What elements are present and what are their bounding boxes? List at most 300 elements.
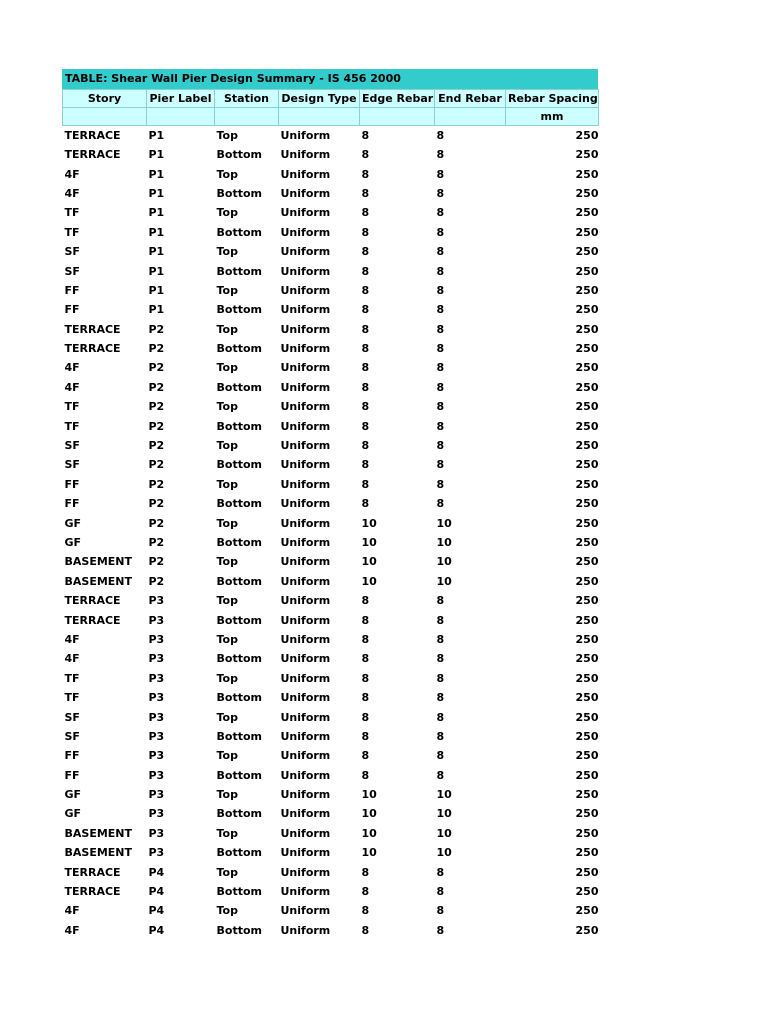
cell-design-type: Uniform	[280, 129, 331, 142]
cell-rebar-spacing: 250	[575, 342, 599, 356]
cell-edge-rebar: 8	[361, 497, 370, 511]
table-row	[63, 223, 599, 242]
cell-story: SF	[64, 439, 80, 453]
cell-edge-rebar: 8	[361, 710, 370, 724]
cell-design-type: Uniform	[280, 671, 331, 685]
cell-design-type: Uniform	[280, 536, 331, 549]
cell-edge-rebar: 8	[361, 167, 370, 181]
cell-story: 4F	[64, 632, 80, 646]
cell-pier-label: P1	[148, 303, 165, 317]
cell-end-rebar: 10	[436, 536, 452, 549]
cell-edge-rebar: 8	[361, 225, 370, 239]
cell-story: TERRACE	[64, 148, 121, 162]
cell-design-type: Uniform	[280, 768, 331, 782]
cell-pier-label: P3	[148, 691, 165, 705]
cell-pier-label: P3	[148, 768, 165, 782]
cell-edge-rebar: 8	[361, 594, 370, 608]
cell-rebar-spacing: 250	[575, 885, 599, 899]
cell-story: TF	[64, 691, 80, 705]
cell-story: GF	[64, 516, 82, 530]
table-row	[63, 552, 599, 571]
cell-rebar-spacing: 250	[575, 439, 599, 453]
cell-design-type: Uniform	[280, 186, 331, 200]
cell-pier-label: P2	[148, 516, 165, 530]
cell-pier-label: P2	[148, 574, 165, 588]
pier-design-table	[62, 89, 599, 940]
cell-design-type: Uniform	[280, 206, 331, 220]
cell-rebar-spacing: 250	[575, 380, 599, 394]
table-row	[63, 339, 599, 358]
table-row	[63, 184, 599, 203]
header-edge-rebar: Edge Rebar	[360, 90, 435, 108]
table-row	[63, 494, 599, 513]
cell-station: Top	[216, 129, 238, 142]
cell-edge-rebar: 8	[361, 885, 370, 899]
cell-station: Bottom	[216, 536, 262, 549]
cell-rebar-spacing: 250	[575, 904, 599, 918]
cell-edge-rebar: 8	[361, 322, 370, 336]
cell-story: TERRACE	[64, 342, 121, 356]
cell-edge-rebar: 8	[361, 768, 370, 782]
design-summary-sheet	[62, 69, 598, 940]
cell-pier-label: P3	[148, 710, 165, 724]
cell-edge-rebar: 8	[361, 729, 370, 743]
cell-station: Top	[216, 826, 238, 840]
cell-station: Bottom	[216, 574, 262, 588]
cell-pier-label: P3	[148, 671, 165, 685]
cell-station: Top	[216, 865, 238, 879]
cell-end-rebar: 8	[436, 652, 445, 666]
cell-station: Bottom	[216, 923, 262, 937]
cell-end-rebar: 8	[436, 186, 445, 200]
cell-pier-label: P4	[148, 923, 165, 937]
table-row	[63, 475, 599, 494]
cell-story: SF	[64, 458, 80, 472]
cell-design-type: Uniform	[280, 477, 331, 491]
cell-rebar-spacing: 250	[575, 923, 599, 937]
cell-pier-label: P3	[148, 826, 165, 840]
cell-rebar-spacing: 250	[575, 303, 599, 317]
cell-end-rebar: 8	[436, 245, 445, 259]
cell-end-rebar: 8	[436, 885, 445, 899]
cell-design-type: Uniform	[280, 419, 331, 433]
cell-story: FF	[64, 303, 80, 317]
cell-pier-label: P4	[148, 885, 165, 899]
cell-station: Top	[216, 477, 238, 491]
cell-design-type: Uniform	[280, 303, 331, 317]
cell-rebar-spacing: 250	[575, 419, 599, 433]
cell-station: Bottom	[216, 768, 262, 782]
cell-pier-label: P2	[148, 380, 165, 394]
cell-end-rebar: 8	[436, 225, 445, 239]
cell-end-rebar: 10	[436, 516, 452, 530]
cell-rebar-spacing: 250	[575, 129, 599, 142]
cell-end-rebar: 8	[436, 671, 445, 685]
cell-end-rebar: 8	[436, 342, 445, 356]
cell-edge-rebar: 8	[361, 632, 370, 646]
cell-story: 4F	[64, 380, 80, 394]
cell-station: Bottom	[216, 225, 262, 239]
table-row	[63, 785, 599, 804]
unit-story	[63, 108, 147, 126]
cell-rebar-spacing: 250	[575, 536, 599, 549]
cell-design-type: Uniform	[280, 846, 331, 860]
cell-story: TF	[64, 206, 80, 220]
cell-end-rebar: 8	[436, 904, 445, 918]
table-row	[63, 513, 599, 532]
table-row	[63, 572, 599, 591]
cell-edge-rebar: 8	[361, 691, 370, 705]
cell-story: TERRACE	[64, 594, 121, 608]
cell-edge-rebar: 8	[361, 613, 370, 627]
cell-pier-label: P1	[148, 206, 165, 220]
cell-rebar-spacing: 250	[575, 186, 599, 200]
cell-story: SF	[64, 729, 80, 743]
cell-station: Top	[216, 439, 238, 453]
cell-end-rebar: 8	[436, 923, 445, 937]
cell-design-type: Uniform	[280, 342, 331, 356]
cell-story: GF	[64, 536, 82, 549]
cell-story: FF	[64, 477, 80, 491]
table-row	[63, 320, 599, 339]
cell-design-type: Uniform	[280, 691, 331, 705]
cell-station: Top	[216, 710, 238, 724]
cell-station: Top	[216, 283, 238, 297]
cell-design-type: Uniform	[280, 458, 331, 472]
cell-station: Top	[216, 594, 238, 608]
cell-edge-rebar: 8	[361, 206, 370, 220]
cell-edge-rebar: 10	[361, 846, 377, 860]
cell-edge-rebar: 8	[361, 671, 370, 685]
cell-design-type: Uniform	[280, 225, 331, 239]
cell-story: TERRACE	[64, 865, 121, 879]
cell-edge-rebar: 8	[361, 264, 370, 278]
cell-end-rebar: 10	[436, 807, 452, 821]
cell-end-rebar: 8	[436, 710, 445, 724]
cell-end-rebar: 8	[436, 594, 445, 608]
cell-edge-rebar: 10	[361, 555, 377, 569]
cell-pier-label: P2	[148, 361, 165, 375]
cell-design-type: Uniform	[280, 923, 331, 937]
cell-story: GF	[64, 788, 82, 802]
cell-end-rebar: 10	[436, 555, 452, 569]
table-row	[63, 242, 599, 261]
cell-edge-rebar: 8	[361, 361, 370, 375]
cell-story: GF	[64, 807, 82, 821]
cell-station: Bottom	[216, 691, 262, 705]
cell-edge-rebar: 10	[361, 826, 377, 840]
cell-design-type: Uniform	[280, 729, 331, 743]
cell-story: TF	[64, 419, 80, 433]
cell-rebar-spacing: 250	[575, 574, 599, 588]
cell-edge-rebar: 8	[361, 865, 370, 879]
cell-story: SF	[64, 245, 80, 259]
cell-pier-label: P1	[148, 245, 165, 259]
cell-edge-rebar: 8	[361, 186, 370, 200]
cell-pier-label: P3	[148, 807, 165, 821]
cell-end-rebar: 8	[436, 691, 445, 705]
cell-end-rebar: 8	[436, 206, 445, 220]
cell-design-type: Uniform	[280, 826, 331, 840]
table-row	[63, 804, 599, 823]
header-rebar-spacing: Rebar Spacing	[506, 90, 599, 108]
cell-story: BASEMENT	[64, 826, 133, 840]
table-row	[63, 436, 599, 455]
header-end-rebar: End Rebar	[435, 90, 506, 108]
cell-story: TERRACE	[64, 322, 121, 336]
cell-story: FF	[64, 749, 80, 763]
table-row	[63, 727, 599, 746]
cell-design-type: Uniform	[280, 283, 331, 297]
cell-design-type: Uniform	[280, 574, 331, 588]
cell-pier-label: P2	[148, 536, 165, 549]
cell-station: Bottom	[216, 419, 262, 433]
cell-design-type: Uniform	[280, 904, 331, 918]
cell-end-rebar: 8	[436, 865, 445, 879]
cell-rebar-spacing: 250	[575, 497, 599, 511]
cell-rebar-spacing: 250	[575, 729, 599, 743]
cell-station: Top	[216, 245, 238, 259]
cell-pier-label: P2	[148, 477, 165, 491]
unit-design-type	[279, 108, 360, 126]
cell-end-rebar: 8	[436, 477, 445, 491]
cell-station: Bottom	[216, 885, 262, 899]
cell-edge-rebar: 10	[361, 574, 377, 588]
cell-rebar-spacing: 250	[575, 477, 599, 491]
cell-station: Top	[216, 516, 238, 530]
table-row	[63, 397, 599, 416]
cell-rebar-spacing: 250	[575, 632, 599, 646]
cell-rebar-spacing: 250	[575, 245, 599, 259]
header-story: Story	[63, 90, 147, 108]
cell-pier-label: P2	[148, 419, 165, 433]
cell-station: Bottom	[216, 613, 262, 627]
cell-station: Bottom	[216, 303, 262, 317]
table-row	[63, 455, 599, 474]
cell-rebar-spacing: 250	[575, 516, 599, 530]
cell-pier-label: P2	[148, 342, 165, 356]
header-design-type: Design Type	[279, 90, 360, 108]
cell-design-type: Uniform	[280, 380, 331, 394]
unit-pier-label	[147, 108, 215, 126]
cell-pier-label: P4	[148, 904, 165, 918]
cell-station: Top	[216, 400, 238, 414]
cell-design-type: Uniform	[280, 749, 331, 763]
cell-design-type: Uniform	[280, 167, 331, 181]
cell-rebar-spacing: 250	[575, 671, 599, 685]
cell-edge-rebar: 8	[361, 283, 370, 297]
cell-pier-label: P1	[148, 129, 165, 142]
cell-pier-label: P1	[148, 283, 165, 297]
cell-rebar-spacing: 250	[575, 691, 599, 705]
cell-story: SF	[64, 264, 80, 278]
cell-rebar-spacing: 250	[575, 400, 599, 414]
table-row	[63, 901, 599, 920]
cell-design-type: Uniform	[280, 594, 331, 608]
cell-pier-label: P2	[148, 458, 165, 472]
cell-story: 4F	[64, 904, 80, 918]
cell-design-type: Uniform	[280, 264, 331, 278]
cell-station: Top	[216, 632, 238, 646]
table-row	[63, 358, 599, 377]
cell-rebar-spacing: 250	[575, 652, 599, 666]
cell-story: FF	[64, 497, 80, 511]
cell-end-rebar: 8	[436, 768, 445, 782]
cell-station: Top	[216, 904, 238, 918]
table-row	[63, 610, 599, 629]
cell-end-rebar: 10	[436, 846, 452, 860]
table-row	[63, 378, 599, 397]
units-row	[63, 108, 599, 126]
table-row	[63, 261, 599, 280]
cell-design-type: Uniform	[280, 400, 331, 414]
cell-story: FF	[64, 768, 80, 782]
cell-station: Top	[216, 749, 238, 763]
cell-rebar-spacing: 250	[575, 555, 599, 569]
cell-edge-rebar: 8	[361, 342, 370, 356]
cell-design-type: Uniform	[280, 497, 331, 511]
cell-end-rebar: 8	[436, 439, 445, 453]
cell-story: 4F	[64, 167, 80, 181]
cell-end-rebar: 8	[436, 749, 445, 763]
cell-edge-rebar: 8	[361, 148, 370, 162]
table-title: TABLE: Shear Wall Pier Design Summary - IS 456 2000	[62, 69, 598, 89]
cell-story: BASEMENT	[64, 846, 133, 860]
cell-end-rebar: 8	[436, 167, 445, 181]
cell-story: 4F	[64, 923, 80, 937]
cell-story: 4F	[64, 652, 80, 666]
cell-rebar-spacing: 250	[575, 283, 599, 297]
cell-pier-label: P2	[148, 400, 165, 414]
cell-design-type: Uniform	[280, 652, 331, 666]
cell-end-rebar: 8	[436, 148, 445, 162]
cell-story: BASEMENT	[64, 555, 133, 569]
table-row	[63, 300, 599, 319]
table-row	[63, 591, 599, 610]
cell-station: Bottom	[216, 342, 262, 356]
header-row	[63, 90, 599, 108]
cell-pier-label: P3	[148, 846, 165, 860]
header-pier-label: Pier Label	[147, 90, 215, 108]
cell-station: Bottom	[216, 497, 262, 511]
cell-pier-label: P2	[148, 439, 165, 453]
unit-end-rebar	[435, 108, 506, 126]
cell-edge-rebar: 8	[361, 904, 370, 918]
cell-station: Bottom	[216, 729, 262, 743]
unit-edge-rebar	[360, 108, 435, 126]
cell-rebar-spacing: 250	[575, 167, 599, 181]
cell-end-rebar: 8	[436, 419, 445, 433]
table-row	[63, 746, 599, 765]
cell-end-rebar: 8	[436, 729, 445, 743]
table-header	[63, 90, 599, 126]
cell-rebar-spacing: 250	[575, 264, 599, 278]
cell-edge-rebar: 8	[361, 439, 370, 453]
cell-end-rebar: 8	[436, 380, 445, 394]
table-row	[63, 416, 599, 435]
cell-rebar-spacing: 250	[575, 788, 599, 802]
cell-edge-rebar: 10	[361, 807, 377, 821]
cell-station: Top	[216, 361, 238, 375]
cell-end-rebar: 8	[436, 322, 445, 336]
cell-station: Top	[216, 555, 238, 569]
cell-station: Bottom	[216, 186, 262, 200]
cell-rebar-spacing: 250	[575, 148, 599, 162]
table-row	[63, 843, 599, 862]
header-station: Station	[215, 90, 279, 108]
table-row	[63, 145, 599, 164]
cell-end-rebar: 8	[436, 613, 445, 627]
cell-station: Top	[216, 671, 238, 685]
cell-story: TF	[64, 400, 80, 414]
cell-rebar-spacing: 250	[575, 749, 599, 763]
unit-station	[215, 108, 279, 126]
cell-edge-rebar: 8	[361, 400, 370, 414]
table-row	[63, 882, 599, 901]
cell-story: TF	[64, 671, 80, 685]
cell-design-type: Uniform	[280, 613, 331, 627]
cell-edge-rebar: 8	[361, 749, 370, 763]
cell-rebar-spacing: 250	[575, 768, 599, 782]
cell-pier-label: P3	[148, 632, 165, 646]
cell-end-rebar: 8	[436, 129, 445, 142]
table-row	[63, 281, 599, 300]
cell-design-type: Uniform	[280, 788, 331, 802]
table-row	[63, 824, 599, 843]
cell-design-type: Uniform	[280, 555, 331, 569]
table-row	[63, 533, 599, 552]
cell-pier-label: P4	[148, 865, 165, 879]
cell-station: Bottom	[216, 458, 262, 472]
cell-rebar-spacing: 250	[575, 846, 599, 860]
cell-story: SF	[64, 710, 80, 724]
table-row	[63, 630, 599, 649]
cell-station: Top	[216, 167, 238, 181]
cell-end-rebar: 8	[436, 632, 445, 646]
cell-edge-rebar: 10	[361, 536, 377, 549]
cell-pier-label: P1	[148, 167, 165, 181]
table-row	[63, 707, 599, 726]
cell-end-rebar: 8	[436, 458, 445, 472]
cell-end-rebar: 8	[436, 283, 445, 297]
cell-design-type: Uniform	[280, 632, 331, 646]
cell-pier-label: P1	[148, 148, 165, 162]
cell-pier-label: P3	[148, 652, 165, 666]
table-row	[63, 688, 599, 707]
cell-design-type: Uniform	[280, 865, 331, 879]
cell-story: TERRACE	[64, 129, 121, 142]
cell-rebar-spacing: 250	[575, 458, 599, 472]
table-row	[63, 921, 599, 940]
cell-rebar-spacing: 250	[575, 826, 599, 840]
cell-station: Bottom	[216, 380, 262, 394]
cell-pier-label: P2	[148, 555, 165, 569]
table-row	[63, 126, 599, 146]
cell-design-type: Uniform	[280, 361, 331, 375]
cell-edge-rebar: 8	[361, 380, 370, 394]
cell-edge-rebar: 8	[361, 303, 370, 317]
cell-edge-rebar: 8	[361, 458, 370, 472]
cell-pier-label: P3	[148, 594, 165, 608]
cell-design-type: Uniform	[280, 322, 331, 336]
cell-rebar-spacing: 250	[575, 710, 599, 724]
cell-design-type: Uniform	[280, 439, 331, 453]
cell-story: TERRACE	[64, 613, 121, 627]
cell-design-type: Uniform	[280, 516, 331, 530]
cell-station: Top	[216, 322, 238, 336]
table-row	[63, 862, 599, 881]
cell-rebar-spacing: 250	[575, 361, 599, 375]
